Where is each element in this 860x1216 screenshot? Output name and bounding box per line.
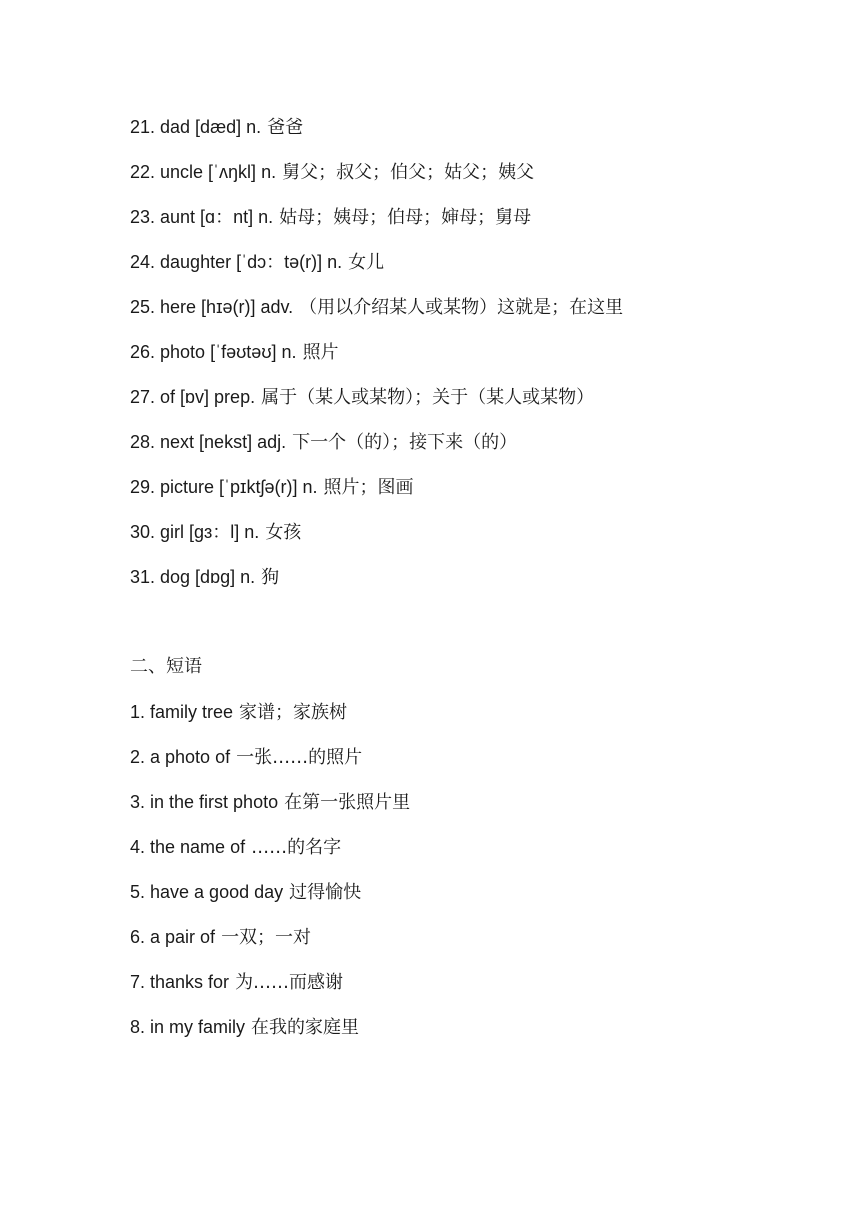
vocab-word: 26. photo [ˈfəʊtəʊ] n. <box>130 342 297 362</box>
phrase-item <box>130 967 810 1012</box>
vocab-item <box>130 337 810 382</box>
phrase-meaning: 一双；一对 <box>221 927 312 948</box>
phrase-text: 3. in the first photo <box>130 792 279 812</box>
phrase-item <box>130 877 810 922</box>
phrase-text: 6. a pair of <box>130 927 216 947</box>
document-content <box>130 112 810 1057</box>
vocab-word: 22. uncle [ˈʌŋkl] n. <box>130 162 277 182</box>
phrase-text: 1. family tree <box>130 702 234 722</box>
vocab-meaning: 下一个（的）；接下来（的） <box>292 432 518 453</box>
phrase-meaning: 一张……的照片 <box>236 747 363 768</box>
phrase-meaning: 在第一张照片里 <box>284 792 411 813</box>
vocab-item <box>130 112 810 157</box>
vocab-meaning: 狗 <box>261 567 280 588</box>
vocab-meaning: 姑母；姨母；伯母；婶母；舅母 <box>279 207 532 228</box>
phrase-text: 2. a photo of <box>130 747 231 767</box>
vocab-item <box>130 562 810 607</box>
phrase-meaning: ……的名字 <box>251 837 342 858</box>
vocab-meaning: 舅父；叔父；伯父；姑父；姨父 <box>282 162 535 183</box>
vocab-item <box>130 517 810 562</box>
vocab-item <box>130 292 810 337</box>
vocab-word: 25. here [hɪə(r)] adv. <box>130 297 294 317</box>
vocab-meaning: 照片；图画 <box>323 477 414 498</box>
phrase-item <box>130 922 810 967</box>
phrase-meaning: 家谱；家族树 <box>239 702 348 723</box>
vocab-item <box>130 157 810 202</box>
vocab-word: 31. dog [dɒɡ] n. <box>130 567 256 587</box>
phrase-meaning: 在我的家庭里 <box>251 1017 360 1038</box>
vocab-meaning: 属于（某人或某物）；关于（某人或某物） <box>261 387 595 408</box>
vocab-word: 29. picture [ˈpɪktʃə(r)] n. <box>130 477 318 497</box>
phrase-item <box>130 1012 810 1057</box>
phrase-meaning: 过得愉快 <box>289 882 362 903</box>
vocab-item <box>130 247 810 292</box>
phrase-item <box>130 787 810 832</box>
vocab-word: 27. of [ɒv] prep. <box>130 387 256 407</box>
phrase-item <box>130 742 810 787</box>
vocab-meaning: （用以介绍某人或某物）这就是；在这里 <box>299 297 624 318</box>
vocab-word: 23. aunt [ɑ：nt] n. <box>130 207 274 227</box>
vocab-word: 30. girl [ɡɜ：l] n. <box>130 522 260 542</box>
vocab-item <box>130 382 810 427</box>
vocab-item <box>130 427 810 472</box>
vocab-item <box>130 202 810 247</box>
phrase-text: 8. in my family <box>130 1017 246 1037</box>
phrase-text: 5. have a good day <box>130 882 284 902</box>
vocab-meaning: 照片 <box>302 342 339 363</box>
vocab-word: 28. next [nekst] adj. <box>130 432 287 452</box>
blank-line <box>130 607 810 652</box>
vocab-word: 24. daughter [ˈdɔ：tə(r)] n. <box>130 252 343 272</box>
vocab-item <box>130 472 810 517</box>
phrase-item <box>130 697 810 742</box>
phrase-text: 7. thanks for <box>130 972 230 992</box>
phrase-item <box>130 832 810 877</box>
vocab-meaning: 女儿 <box>348 252 385 273</box>
vocab-word: 21. dad [dæd] n. <box>130 117 262 137</box>
phrase-meaning: 为……而感谢 <box>235 972 344 993</box>
phrase-text: 4. the name of <box>130 837 246 857</box>
vocab-meaning: 女孩 <box>265 522 302 543</box>
section-heading: 二、短语 <box>130 656 202 677</box>
vocab-meaning: 爸爸 <box>267 117 304 138</box>
